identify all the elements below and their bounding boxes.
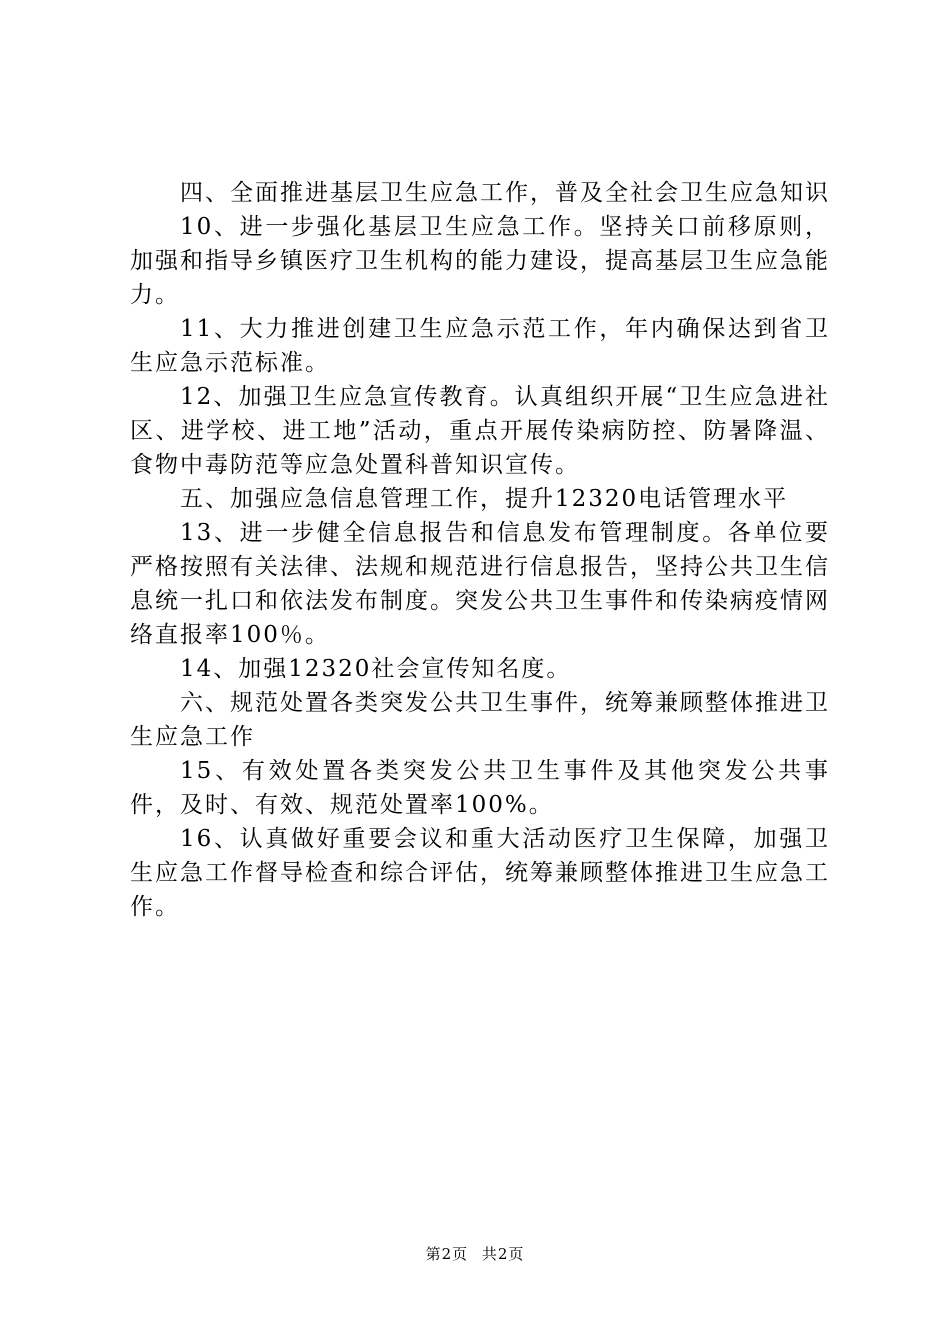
section-heading-4: 四、全面推进基层卫生应急工作，普及全社会卫生应急知识: [180, 180, 830, 206]
page-number: 第2页: [425, 1245, 469, 1263]
paragraph-item-13: 13、进一步健全信息报告和信息发布管理制度。各单位要严格按照有关法律、法规和规范进行信息报告，坚持公共卫生信息统一扎口和依法发布制度。突发公共卫生事件和传染病疫情网络直报率100％。: [130, 520, 830, 648]
paragraph-item-15: 15、有效处置各类突发公共卫生事件及其他突发公共事件，及时、有效、规范处置率100%。: [130, 758, 830, 818]
paragraph-item-12: 12、加强卫生应急宣传教育。认真组织开展“卫生应急进社区、进学校、进工地”活动，重点开展传染病防控、防暑降温、食物中毒防范等应急处置科普知识宣传。: [130, 384, 830, 478]
paragraph-item-14: 14、加强12320社会宣传知名度。: [180, 656, 572, 682]
document-body: [130, 176, 830, 924]
paragraph-item-16: 16、认真做好重要会议和重大活动医疗卫生保障，加强卫生应急工作督导检查和综合评估，统筹兼顾整体推进卫生应急工作。: [130, 826, 830, 920]
section-heading-5: 五、加强应急信息管理工作，提升12320电话管理水平: [180, 486, 789, 512]
paragraph-item-11: 11、大力推进创建卫生应急示范工作，年内确保达到省卫生应急示范标准。: [130, 316, 830, 376]
section-heading-6: 六、规范处置各类突发公共卫生事件，统筹兼顾整体推进卫生应急工作: [130, 690, 830, 750]
paragraph-item-10: 10、进一步强化基层卫生应急工作。坚持关口前移原则，加强和指导乡镇医疗卫生机构的能力建设，提高基层卫生应急能力。: [130, 214, 830, 308]
page-total: 共2页: [481, 1245, 525, 1263]
page-footer: [0, 1244, 950, 1264]
